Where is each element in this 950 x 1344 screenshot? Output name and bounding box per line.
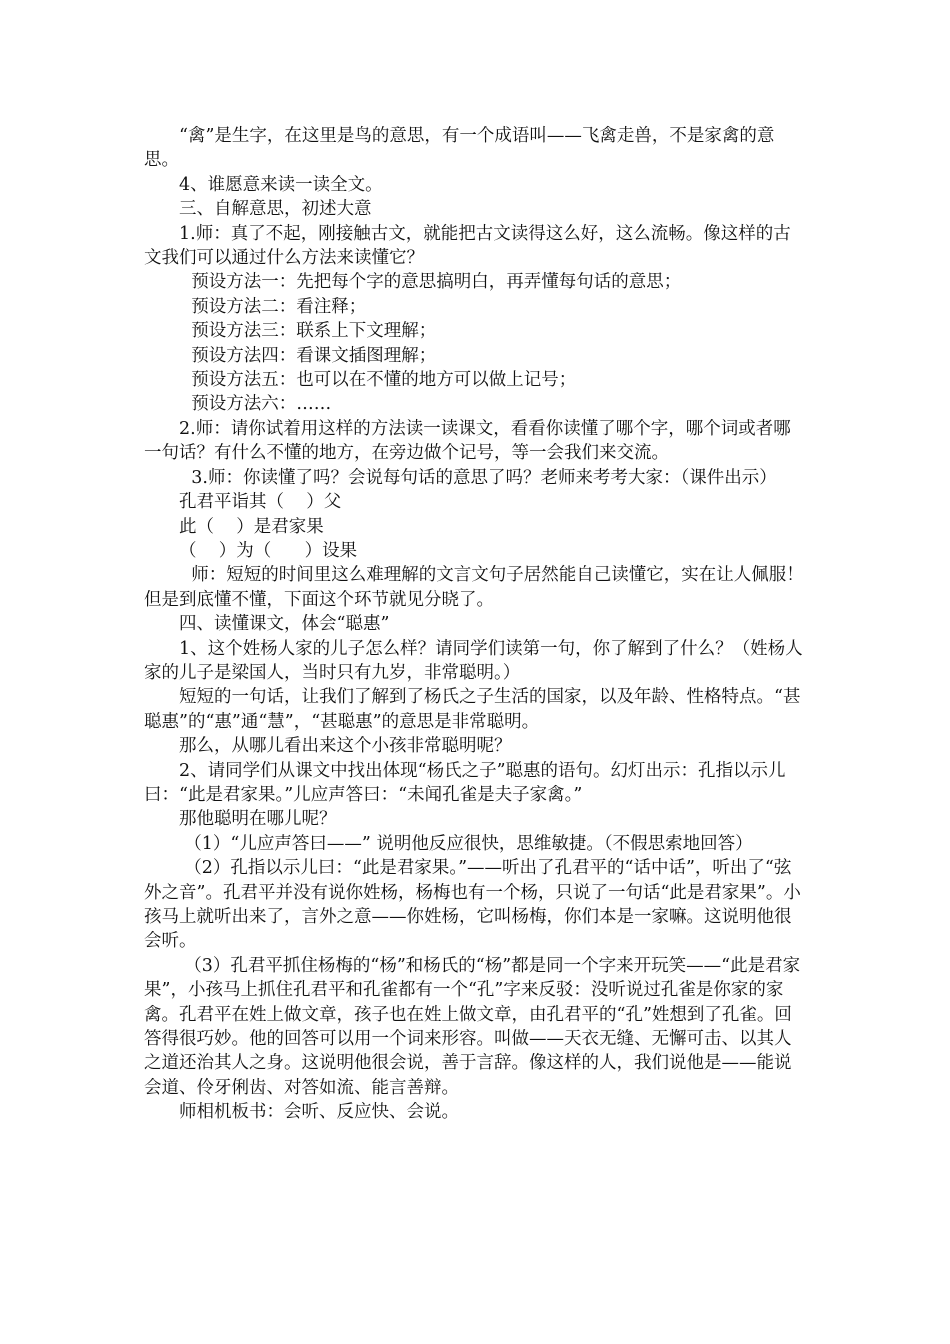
paragraph: （2）孔指以示儿曰：“此是君家果。”——听出了孔君平的“话中话”，听出了“弦外之音”。孔君平并没有说你姓杨，杨梅也有一个杨，只说了一句话“此是君家果”。小孩马上就听出来了，言外之意——你姓杨，它叫杨梅，你们本是一家嘛。这说明他很会听。 bbox=[144, 858, 801, 952]
paragraph: 预设方法一：先把每个字的意思搞明白，再弄懂每句话的意思； bbox=[191, 272, 682, 293]
paragraph: （1）“儿应声答曰——” 说明他反应很快，思维敏捷。（不假思索地回答） bbox=[184, 833, 753, 854]
paragraph: 短短的一句话，让我们了解到了杨氏之子生活的国家，以及年龄、性格特点。“甚聪惠”的“惠”通“慧”，“甚聪惠”的意思是非常聪明。 bbox=[144, 687, 801, 732]
paragraph: （3）孔君平抓住杨梅的“杨”和杨氏的“杨”都是同一个字来开玩笑——“此是君家果”，小孩马上抓住孔君平和孔雀都有一个“孔”字来反驳：没听说过孔雀是你家的家禽。孔君平在姓上做文章，孩子也在姓上做文章，由孔君平的“孔”姓想到了孔雀。回答得很巧妙。他的回答可以用一个词来形容。叫做——天衣无缝、无懈可击、以其人之道还治其人之身。这说明他很会说，善于言辞。像这样的人，我们说他是——能说会道、伶牙俐齿、对答如流、能言善辩。 bbox=[144, 955, 801, 1098]
paragraph: 预设方法六：…… bbox=[191, 394, 332, 415]
paragraph: 三、自解意思，初述大意 bbox=[179, 199, 372, 220]
paragraph: （ ）为（ ）设果 bbox=[179, 540, 358, 561]
paragraph: 师：短短的时间里这么难理解的文言文句子居然能自己读懂它，实在让人佩服！但是到底懂不懂，下面这个环节就见分晓了。 bbox=[144, 565, 804, 610]
document-body bbox=[144, 124, 808, 1125]
paragraph: “禽”是生字，在这里是鸟的意思，有一个成语叫——飞禽走兽，不是家禽的意思。 bbox=[144, 126, 775, 171]
paragraph: 2.师：请你试着用这样的方法读一读课文，看看你读懂了哪个字，哪个词或者哪一句话？有什么不懂的地方，在旁边做个记号，等一会我们来交流。 bbox=[144, 418, 791, 464]
paragraph: 此（ ）是君家果 bbox=[179, 516, 324, 537]
paragraph: 孔君平诣其（ ）父 bbox=[179, 492, 342, 513]
paragraph: 预设方法三：联系上下文理解； bbox=[191, 321, 437, 342]
paragraph: 预设方法四：看课文插图理解； bbox=[191, 345, 437, 366]
paragraph: 2、请同学们从课文中找出体现“杨氏之子”聪惠的语句。幻灯出示：孔指以示儿曰：“此是君家果。”儿应声答曰：“未闻孔雀是夫子家禽。” bbox=[144, 760, 786, 805]
paragraph: 预设方法二：看注释； bbox=[191, 296, 367, 317]
paragraph: 那他聪明在哪儿呢？ bbox=[179, 809, 337, 830]
paragraph: 4、谁愿意来读一读全文。 bbox=[179, 174, 383, 195]
paragraph: 3.师：你读懂了吗？会说每句话的意思了吗？老师来考考大家：（课件出示） bbox=[191, 467, 777, 488]
paragraph: 1.师：真了不起，刚接触古文，就能把古文读得这么好，这么流畅。像这样的古文我们可以通过什么方法来读懂它？ bbox=[144, 223, 791, 269]
paragraph: 那么，从哪儿看出来这个小孩非常聪明呢？ bbox=[179, 736, 512, 757]
paragraph: 师相机板书：会听、反应快、会说。 bbox=[179, 1102, 459, 1123]
paragraph: 四、读懂课文，体会“聪惠” bbox=[179, 614, 390, 635]
paragraph: 预设方法五：也可以在不懂的地方可以做上记号； bbox=[191, 370, 577, 391]
paragraph: 1、这个姓杨人家的儿子怎么样？请同学们读第一句，你了解到了什么？（姓杨人家的儿子是梁国人，当时只有九岁，非常聪明。） bbox=[144, 638, 803, 683]
